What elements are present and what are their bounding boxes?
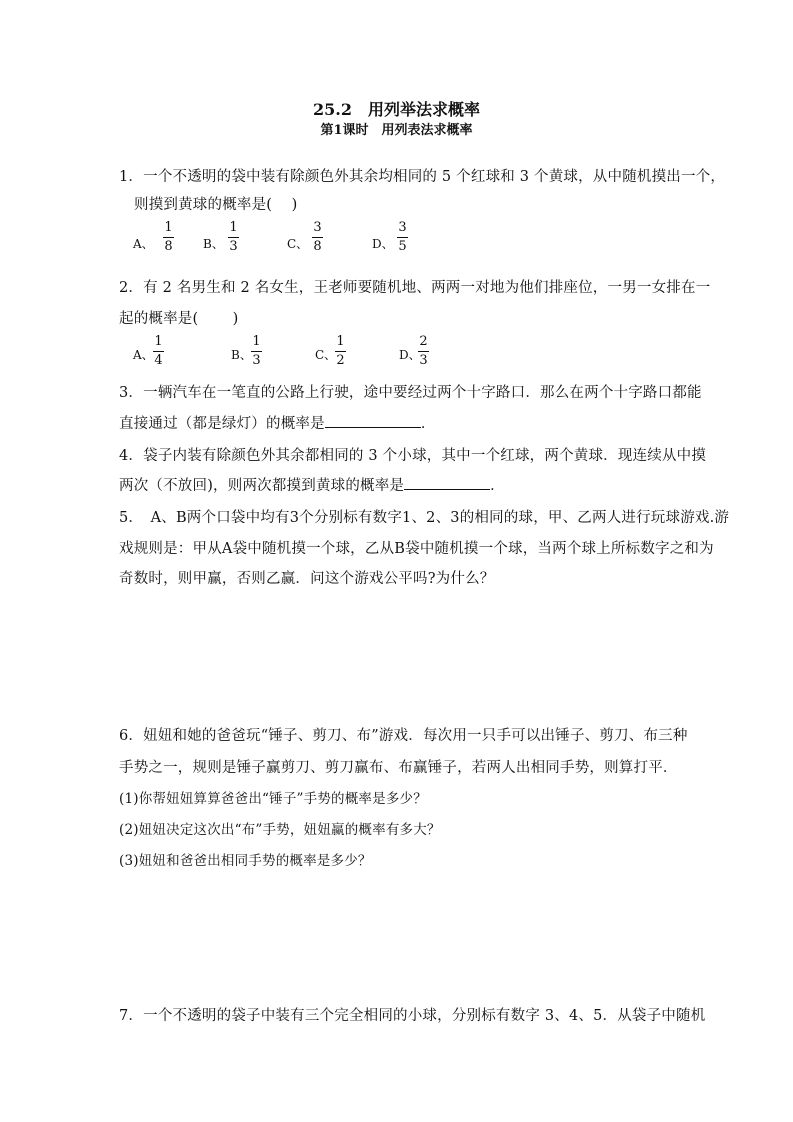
denominator: 2 (336, 353, 345, 368)
q4-line2 (119, 474, 505, 495)
lesson-subtitle: 第1课时 用列表法求概率 (320, 123, 473, 138)
denominator: 8 (164, 239, 173, 254)
q6-sub1: (1)你帮妞妞算算爸爸出“锤子”手势的概率是多少？ (119, 791, 427, 807)
q3-line1: 3．一辆汽车在一笔直的公路上行驶，途中要经过两个十字路口．那么在两个十字路口都能 (119, 385, 702, 401)
denominator: 3 (252, 353, 261, 368)
q1-option-d-label: D、 (372, 237, 394, 251)
q1-option-b-fraction (228, 220, 239, 254)
q1-option-d-fraction (397, 220, 408, 254)
numerator: 1 (336, 334, 345, 349)
denominator: 3 (419, 353, 428, 368)
q6-line2: 手势之一，规则是锤子赢剪刀、剪刀赢布、布赢锤子，若两人出相同手势，则算打平． (119, 760, 678, 776)
q4-line2-end: ． (490, 478, 505, 494)
q6-line1: 6．妞妞和她的爸爸玩“锤子、剪刀、布”游戏．每次用一只手可以出锤子、剪刀、布三种 (119, 728, 688, 744)
q3-line2 (119, 412, 436, 433)
q2-option-c-fraction (335, 334, 346, 368)
q6-sub2: (2)妞妞决定这次出“布”手势，妞妞赢的概率有多大？ (119, 822, 441, 838)
denominator: 8 (313, 239, 322, 254)
q1-option-b-label: B、 (203, 237, 224, 251)
numerator: 2 (419, 334, 428, 349)
numerator: 1 (252, 334, 261, 349)
q2-option-b-fraction (251, 334, 262, 368)
q2-option-d-fraction (418, 334, 429, 368)
denominator: 4 (154, 353, 163, 368)
answer-blank[interactable] (404, 475, 490, 490)
q7-line1: 7．一个不透明的袋子中装有三个完全相同的小球，分别标有数字 3、4、5．从袋子中随机 (119, 1008, 706, 1024)
numerator: 3 (313, 220, 322, 235)
answer-blank[interactable] (325, 413, 421, 428)
q2-option-c-label: C、 (315, 348, 337, 362)
q3-line2-end: ． (420, 416, 436, 432)
numerator: 1 (164, 220, 173, 235)
q5-line3: 奇数时，则甲赢，否则乙赢．问这个游戏公平吗?为什么？ (119, 571, 495, 587)
denominator: 5 (398, 239, 407, 254)
numerator: 1 (229, 220, 238, 235)
q1-line1: 1．一个不透明的袋中装有除颜色外其余均相同的 5 个红球和 3 个黄球，从中随机摸出一个， (119, 169, 726, 185)
q3-line2-text: 直接通过（都是绿灯）的概率是 (119, 416, 325, 432)
q5-line1: 5． A、B两个口袋中均有3个分别标有数字1、2、3的相同的球，甲、乙两人进行玩球游戏.游 (119, 510, 730, 526)
q1-line2: 则摸到黄球的概率是( ) (134, 197, 298, 213)
denominator: 3 (229, 239, 238, 254)
q2-line2: 起的概率是( ) (119, 311, 239, 327)
q4-line1: 4．袋子内装有除颜色外其余都相同的 3 个小球，其中一个红球，两个黄球．现连续从中摸 (119, 448, 707, 464)
q6-sub3: (3)妞妞和爸爸出相同手势的概率是多少？ (119, 853, 372, 869)
page-title: 25.2 用列举法求概率 (313, 100, 480, 119)
numerator: 1 (154, 334, 163, 349)
q2-option-a-label: A、 (133, 348, 154, 362)
numerator: 3 (398, 220, 407, 235)
q4-line2-text: 两次（不放回)，则两次都摸到黄球的概率是 (119, 478, 405, 494)
q1-option-c-label: C、 (287, 237, 309, 251)
q2-option-a-fraction (153, 334, 164, 368)
q2-option-d-label: D、 (399, 348, 421, 362)
q1-option-a-fraction (163, 220, 174, 254)
q1-option-c-fraction (312, 220, 323, 254)
q2-line1: 2．有 2 名男生和 2 名女生，王老师要随机地、两两一对地为他们排座位，一男一女排在一 (119, 280, 711, 296)
q2-option-b-label: B、 (231, 348, 252, 362)
q1-option-a-label: A、 (133, 237, 154, 251)
q5-line2: 戏规则是：甲从A袋中随机摸一个球，乙从B袋中随机摸一个球，当两个球上所标数字之和为 (119, 541, 714, 557)
